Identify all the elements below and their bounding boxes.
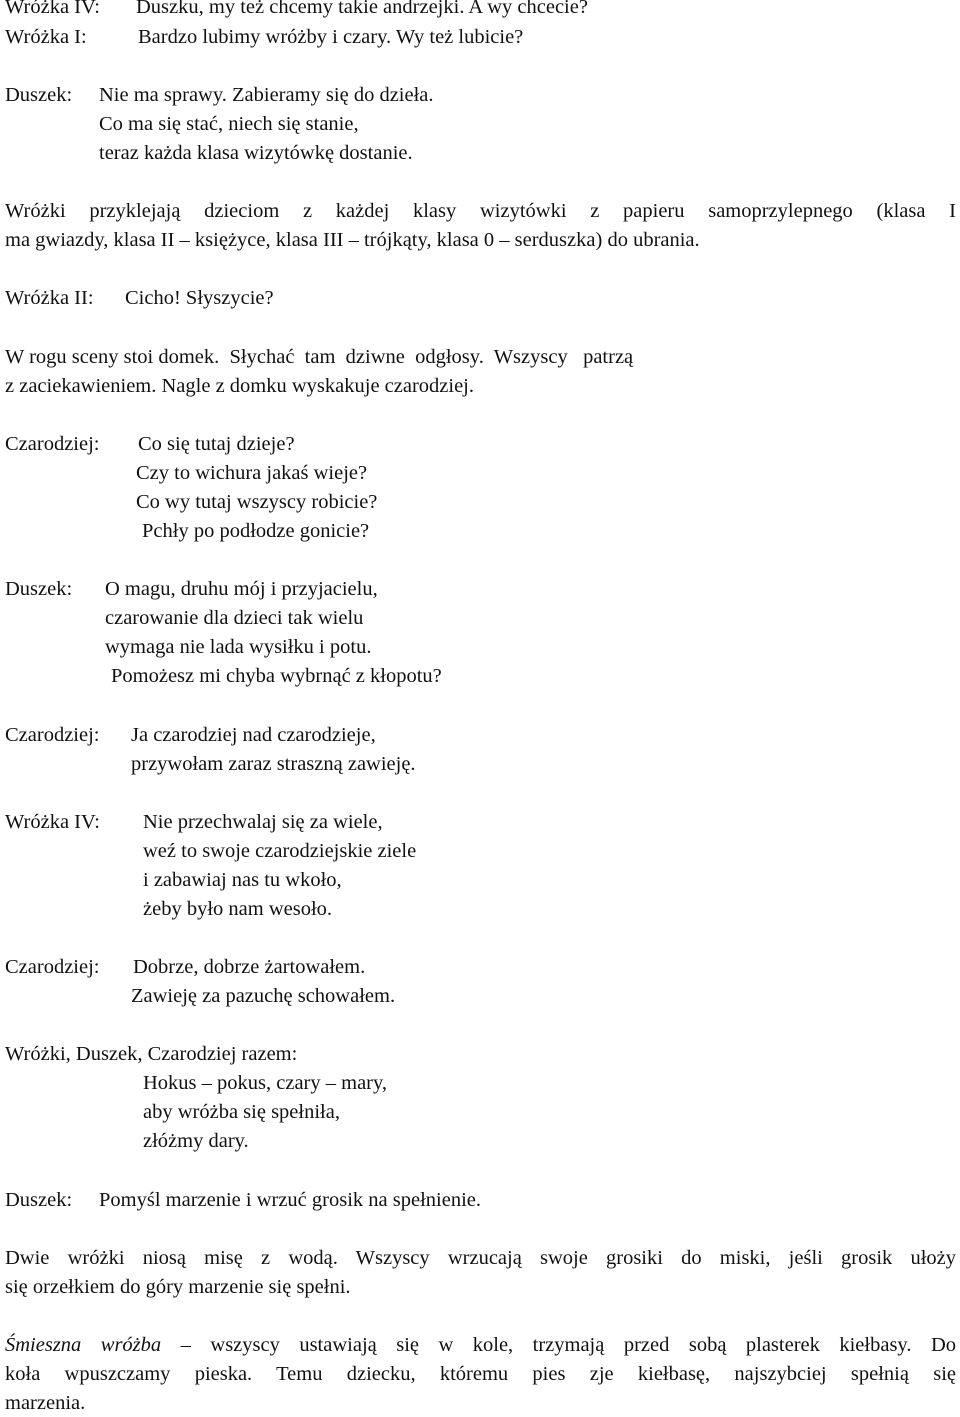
dialogue-line: teraz każda klasa wizytówkę dostanie. [99,142,413,164]
speaker-label: Wróżka IV: [5,811,100,833]
dialogue-line: Czy to wichura jakaś wieje? [136,462,368,484]
dialogue-line: złóżmy dary. [143,1130,249,1152]
speaker-label: Duszek: [5,1189,73,1211]
dialogue-line: Hokus – pokus, czary – mary, [143,1072,388,1094]
dialogue-line: żeby było nam wesoło. [143,898,333,920]
stage-direction-line: ma gwiazdy, klasa II – księżyce, klasa III – trójkąty, klasa 0 – serduszka) do ubrania. [5,229,700,251]
dialogue-line: Nie przechwalaj się za wiele, [143,811,383,833]
dialogue-line: Pomyśl marzenie i wrzuć grosik na spełnienie. [99,1189,481,1211]
stage-direction-line: Dwie wróżki niosą misę z wodą. Wszyscy wrzucają swoje grosiki do miski, jeśli grosik ułoży [5,1247,956,1269]
speaker-label: Czarodziej: [5,433,100,455]
dialogue-line: aby wróżba się spełniła, [143,1101,340,1123]
dialogue-line: Co wy tutaj wszyscy robicie? [136,491,378,513]
dialogue-line: Duszku, my też chcemy takie andrzejki. A wy chcecie? [136,0,588,18]
dialogue-line: i zabawiaj nas tu wkoło, [143,869,342,891]
dialogue-line: Bardzo lubimy wróżby i czary. Wy też lubicie? [138,26,524,48]
stage-direction-line: W rogu sceny stoi domek. Słychać tam dziwne odgłosy. Wszyscy patrzą [5,346,634,368]
dialogue-line: Co ma się stać, niech się stanie, [99,113,359,135]
game-description-line: marzenia. [5,1392,86,1414]
dialogue-line: Ja czarodziej nad czarodzieje, [131,724,376,746]
stage-direction-line: z zaciekawieniem. Nagle z domku wyskakuje czarodziej. [5,375,475,397]
dialogue-line: O magu, druhu mój i przyjacielu, [105,578,378,600]
speaker-label: Czarodziej: [5,956,100,978]
game-description-text: – wszyscy ustawiają się w kole, trzymają przed sobą plasterek kiełbasy. Do [180,1334,957,1356]
dialogue-line: Dobrze, dobrze żartowałem. [133,956,366,978]
dialogue-line: Pomożesz mi chyba wybrnąć z kłopotu? [111,665,442,687]
stage-direction-line: Wróżki przyklejają dzieciom z każdej klasy wizytówki z papieru samoprzylepnego (klasa I [5,200,956,222]
game-title: Śmieszna wróżba [5,1334,162,1356]
dialogue-line: weź to swoje czarodziejskie ziele [143,840,417,862]
speaker-label: Wróżki, Duszek, Czarodziej razem: [5,1043,298,1065]
dialogue-line: Zawieję za pazuchę schowałem. [131,985,396,1007]
game-description-line [5,1331,956,1359]
speaker-label: Wróżka II: [5,287,94,309]
dialogue-line: Nie ma sprawy. Zabieramy się do dzieła. [99,84,434,106]
speaker-label: Czarodziej: [5,724,100,746]
dialogue-line: Co się tutaj dzieje? [138,433,295,455]
speaker-label: Duszek: [5,84,73,106]
dialogue-line: wymaga nie lada wysiłku i potu. [105,636,372,658]
speaker-label: Wróżka IV: [5,0,100,18]
stage-direction-line: się orzełkiem do góry marzenie się spełni. [5,1276,351,1298]
dialogue-line: przywołam zaraz straszną zawieję. [131,753,416,775]
game-description-line: koła wpuszczamy pieska. Temu dziecku, któremu pies zje kiełbasę, najszybciej spełnią się [5,1363,956,1385]
dialogue-line: Pchły po podłodze gonicie? [142,520,370,542]
speaker-label: Duszek: [5,578,73,600]
dialogue-line: czarowanie dla dzieci tak wielu [105,607,364,629]
dialogue-line: Cicho! Słyszycie? [125,287,274,309]
speaker-label: Wróżka I: [5,26,87,48]
